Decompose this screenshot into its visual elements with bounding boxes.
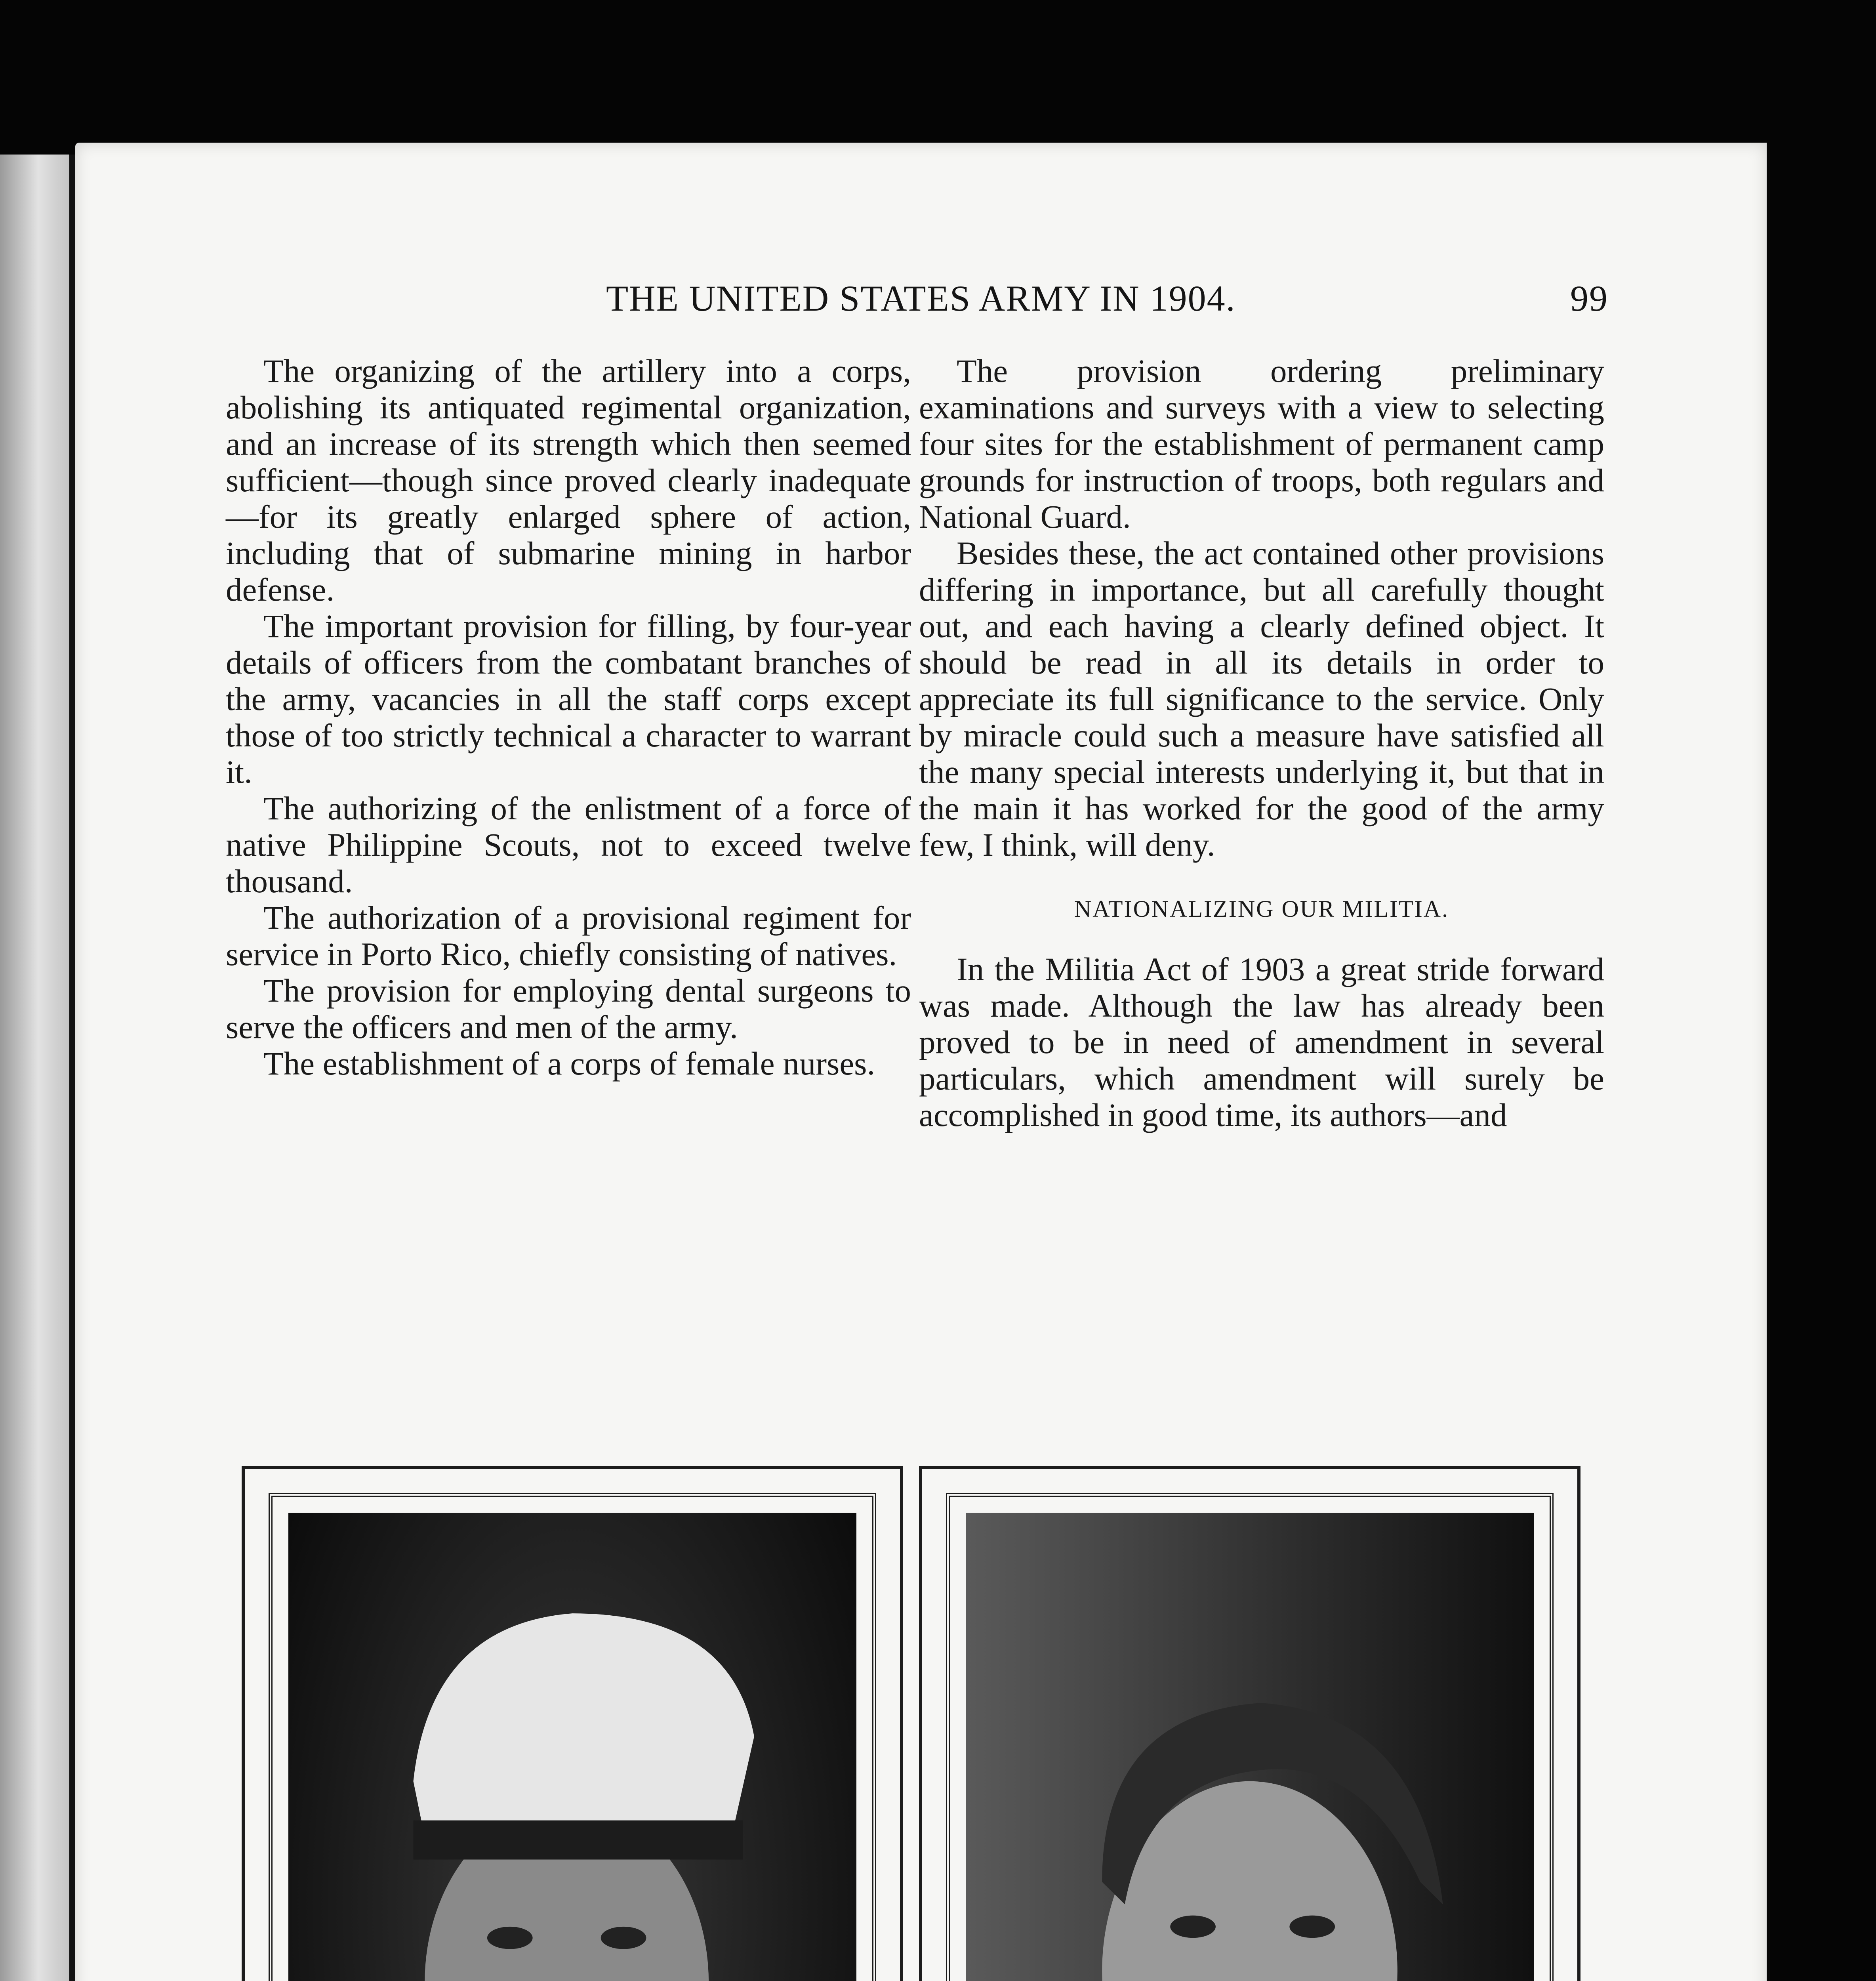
paragraph: The provision for employing dental surgeons to serve the officers and men of the army. — [226, 972, 911, 1045]
paragraph: Besides these, the act contained other provisions differing in importance, but all carefully thought out, and each having a clearly defined object. It should be read in all its details in order to appreciate its full significance to the service. Only by miracle could such a measure have satisfied all the many special interests underlying it, but that in the main it has worked for the good of the army few, I think, will deny. — [919, 535, 1604, 863]
right-text-column — [919, 353, 1604, 1133]
paragraph: In the Militia Act of 1903 a great stride forward was made. Although the law has already been proved to be in need of amendment in several particulars, which amendment will surely be accomplished in good time, its authors—and — [919, 951, 1604, 1133]
portrait-frame-humphrey — [242, 1466, 903, 1981]
paragraph: The establishment of a corps of female nurses. — [263, 1045, 875, 1082]
paragraph: The authorization of a provisional regiment for service in Porto Rico, chiefly consisting of natives. — [226, 899, 911, 972]
left-page-edge — [0, 155, 76, 1981]
magazine-page — [75, 143, 1767, 1981]
paragraph: The provision ordering preliminary examinations and surveys with a view to selecting four sites for the establishment of permanent camp grounds for instruction of troops, both regulars and National Guard. — [919, 353, 1604, 535]
paragraph: The organizing of the artillery into a corps, abolishing its antiquated regimental organization, and an increase of its strength which then seemed sufficient—though since proved clearly inadequate—for its greatly enlarged sphere of action, including that of submarine mining in harbor defense. — [226, 353, 911, 608]
header-title: THE UNITED STATES ARMY IN 1904. — [606, 278, 1236, 319]
section-subheading: NATIONALIZING OUR MILITIA. — [1074, 896, 1449, 922]
portrait-photo-humphrey — [288, 1513, 856, 1981]
portrait-photo-crozier — [966, 1513, 1534, 1981]
left-text-column — [226, 353, 911, 1082]
page-number: 99 — [1570, 278, 1608, 319]
paragraph: The important provision for filling, by four-year details of officers from the combatant branches of the army, vacancies in all the staff corps except those of too strictly technical a character to warrant it. — [226, 608, 911, 790]
portrait-inner-border — [946, 1493, 1554, 1981]
paragraph: The authorizing of the enlistment of a force of native Philippine Scouts, not to exceed twelve thousand. — [226, 790, 911, 899]
portrait-humphrey-image — [288, 1513, 856, 1981]
portrait-frame-crozier — [919, 1466, 1580, 1981]
running-header — [606, 277, 1608, 319]
portrait-crozier-image — [966, 1513, 1534, 1981]
portrait-inner-border — [269, 1493, 876, 1981]
